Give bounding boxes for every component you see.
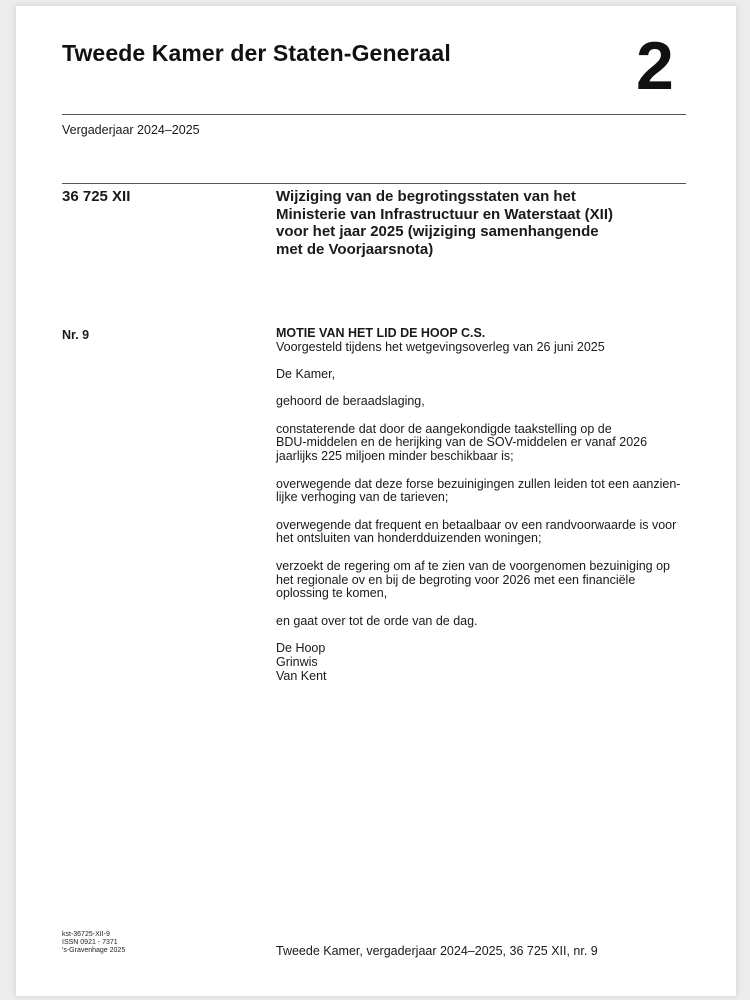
- motion-body: [276, 327, 696, 683]
- colophon-line: 's-Gravenhage 2025: [62, 947, 126, 955]
- document-page: [16, 6, 736, 996]
- motion-paragraph: gehoord de beraadslaging,: [276, 394, 425, 409]
- bill-title-line: Ministerie van Infrastructuur en Waterstaat (XII): [276, 205, 614, 223]
- motion-addressee: De Kamer,: [276, 367, 336, 382]
- motion-number: Nr. 9: [62, 328, 90, 342]
- dossier-number: 36 725 XII: [62, 188, 131, 205]
- signatories: [276, 642, 696, 683]
- signatory: De Hoop: [276, 640, 326, 655]
- document-number: 2: [636, 28, 674, 104]
- chamber-name: Tweede Kamer der Staten-Generaal: [62, 40, 451, 66]
- motion-paragraph: constaterende dat door de aangekondigde taakstelling op de BDU-middelen en de herijking van de SOV-middelen er vanaf 2026 jaarlijks 225 miljoen minder beschikbaar is;: [276, 421, 648, 464]
- motion-paragraph: en gaat over tot de orde van de dag.: [276, 613, 478, 628]
- colophon-line: kst-36725-XII-9: [62, 931, 110, 938]
- colophon: [62, 931, 125, 956]
- signatory: Grinwis: [276, 654, 318, 669]
- divider: [62, 114, 686, 115]
- motion-paragraph: verzoekt de regering om af te zien van de voorgenomen bezuiniging op het regionale ov en bij de begroting voor 2026 met een financiële oplossing te komen,: [276, 558, 671, 601]
- bill-title-line: Wijziging van de begrotingsstaten van het: [276, 188, 576, 205]
- motion-title: MOTIE VAN HET LID DE HOOP C.S.: [276, 326, 486, 340]
- bill-title: [276, 188, 696, 258]
- colophon-line: ISSN 0921 - 7371: [62, 939, 118, 947]
- motion-paragraph: overwegende dat frequent en betaalbaar ov een randvoorwaarde is voor het ontsluiten van honderdduizenden woningen;: [276, 517, 677, 546]
- bill-title-line: voor het jaar 2025 (wijziging samenhangende: [276, 223, 599, 240]
- signatory: Van Kent: [276, 668, 327, 683]
- motion-paragraph: overwegende dat deze forse bezuinigingen zullen leiden tot een aanzien- lijke verhoging van de tarieven;: [276, 476, 681, 505]
- divider: [62, 183, 686, 184]
- footer-reference: Tweede Kamer, vergaderjaar 2024–2025, 36 725 XII, nr. 9: [276, 944, 598, 958]
- bill-title-line: met de Voorjaarsnota): [276, 240, 434, 258]
- motion-proposed: Voorgesteld tijdens het wetgevingsoverleg van 26 juni 2025: [276, 339, 605, 354]
- session-year: Vergaderjaar 2024–2025: [62, 123, 200, 137]
